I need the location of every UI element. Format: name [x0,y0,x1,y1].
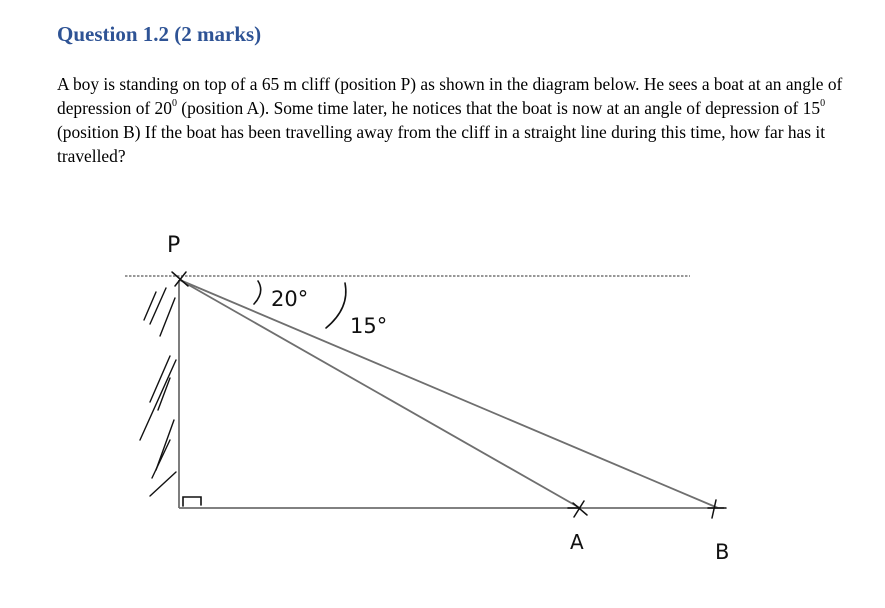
angle-arc-a [254,281,261,304]
angle-arc-b [326,283,346,328]
sight-line-b [180,280,718,508]
angle-a-label: 20° [271,287,309,311]
label-a: A [570,530,584,554]
degree-superscript-1: 0 [171,98,177,110]
question-heading: Question 1.2 (2 marks) [57,22,262,46]
right-angle-mark [183,497,201,506]
angle-b-label: 15° [350,314,388,338]
point-b-marker [708,500,726,518]
question-text-part-1: A boy is standing on top of a 65 m cliff (position P) as shown in the diagram below. He sees a boat at an angle of depression of 20 [57,74,843,118]
cliff-hatching [140,288,176,496]
label-b: B [715,540,730,564]
question-text-part-2: (position A). Some time later, he notices that the boat is now at an angle of depression of 15 [176,98,821,118]
question-text-part-3: (position B) If the boat has been travelling away from the cliff in a straight line during this time, how far has it travelled? [57,122,826,166]
point-p-marker [172,272,188,286]
degree-superscript-2: 0 [820,98,826,110]
label-p: P [167,233,181,258]
